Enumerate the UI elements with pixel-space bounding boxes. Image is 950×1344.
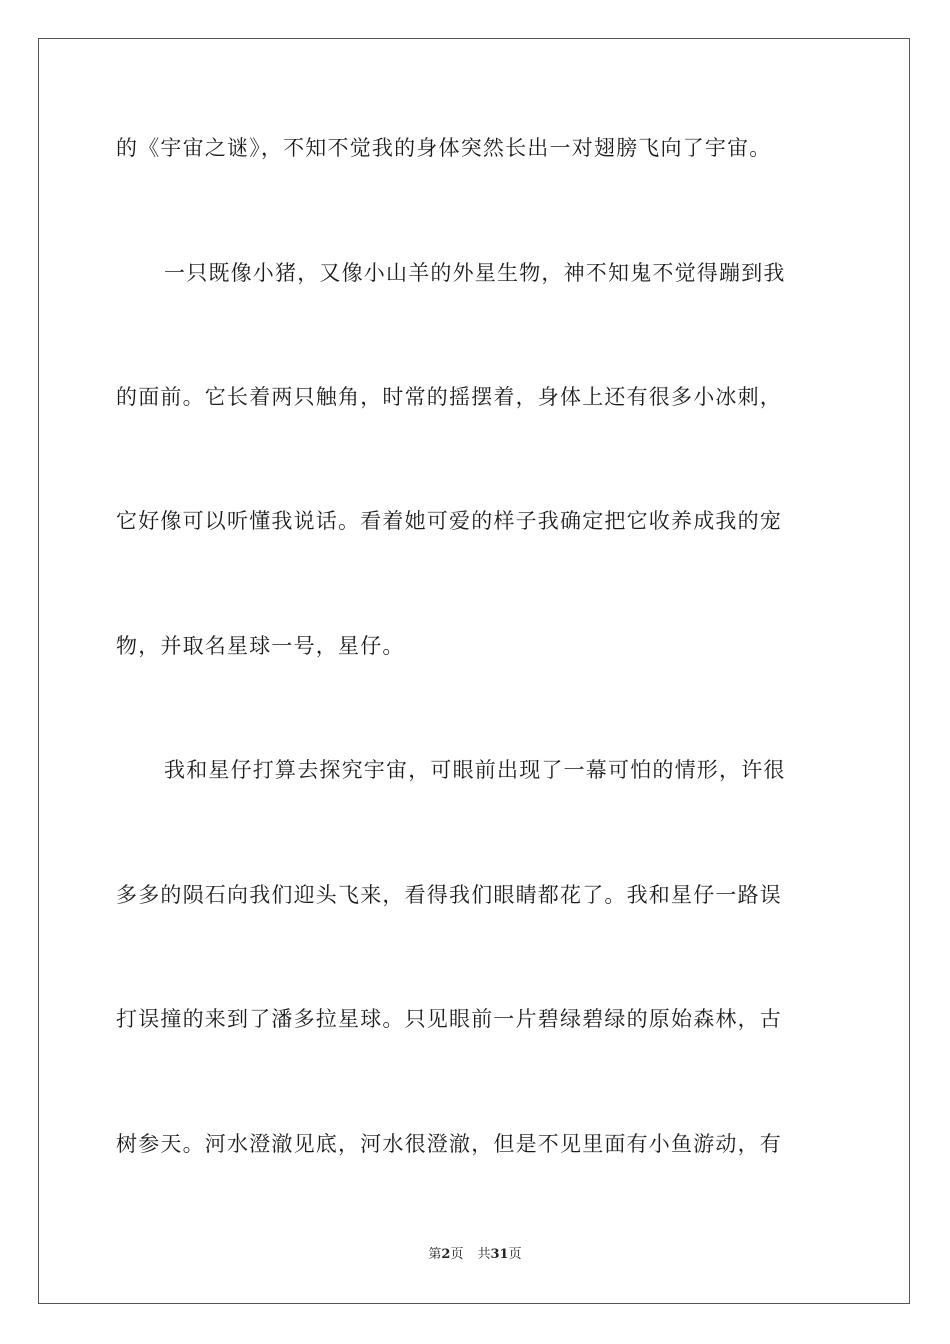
page-footer: [0, 1246, 950, 1264]
text-line-3: 的面前。它长着两只触角，时常的摇摆着，身体上还有很多小冰刺，: [116, 385, 782, 409]
total-suffix: 页: [508, 1247, 522, 1262]
page-prefix: 第: [428, 1247, 442, 1262]
text-line-4: 它好像可以听懂我说话。看着她可爱的样子我确定把它收养成我的宠: [116, 509, 782, 533]
text-line-2: 一只既像小猪，又像小山羊的外星生物，神不知鬼不觉得蹦到我: [164, 261, 786, 285]
text-line-6: 我和星仔打算去探究宇宙，可眼前出现了一幕可怕的情形，许很: [164, 758, 786, 782]
text-line-5: 物，并取名星球一号，星仔。: [116, 634, 405, 658]
text-line-7: 多多的陨石向我们迎头飞来，看得我们眼睛都花了。我和星仔一路误: [116, 883, 782, 907]
total-pages: 31: [490, 1247, 509, 1262]
page-number: 2: [441, 1247, 451, 1262]
page-border: [38, 38, 910, 1304]
total-prefix: 共: [477, 1247, 491, 1262]
text-line-1: 的《宇宙之谜》，不知不觉我的身体突然长出一对翅膀飞向了宇宙。: [116, 136, 772, 160]
text-line-9: 树参天。河水澄澈见底，河水很澄澈，但是不见里面有小鱼游动，有: [116, 1132, 782, 1156]
text-line-8: 打误撞的来到了潘多拉星球。只见眼前一片碧绿碧绿的原始森林，古: [116, 1007, 782, 1031]
page-suffix: 页: [450, 1247, 464, 1262]
